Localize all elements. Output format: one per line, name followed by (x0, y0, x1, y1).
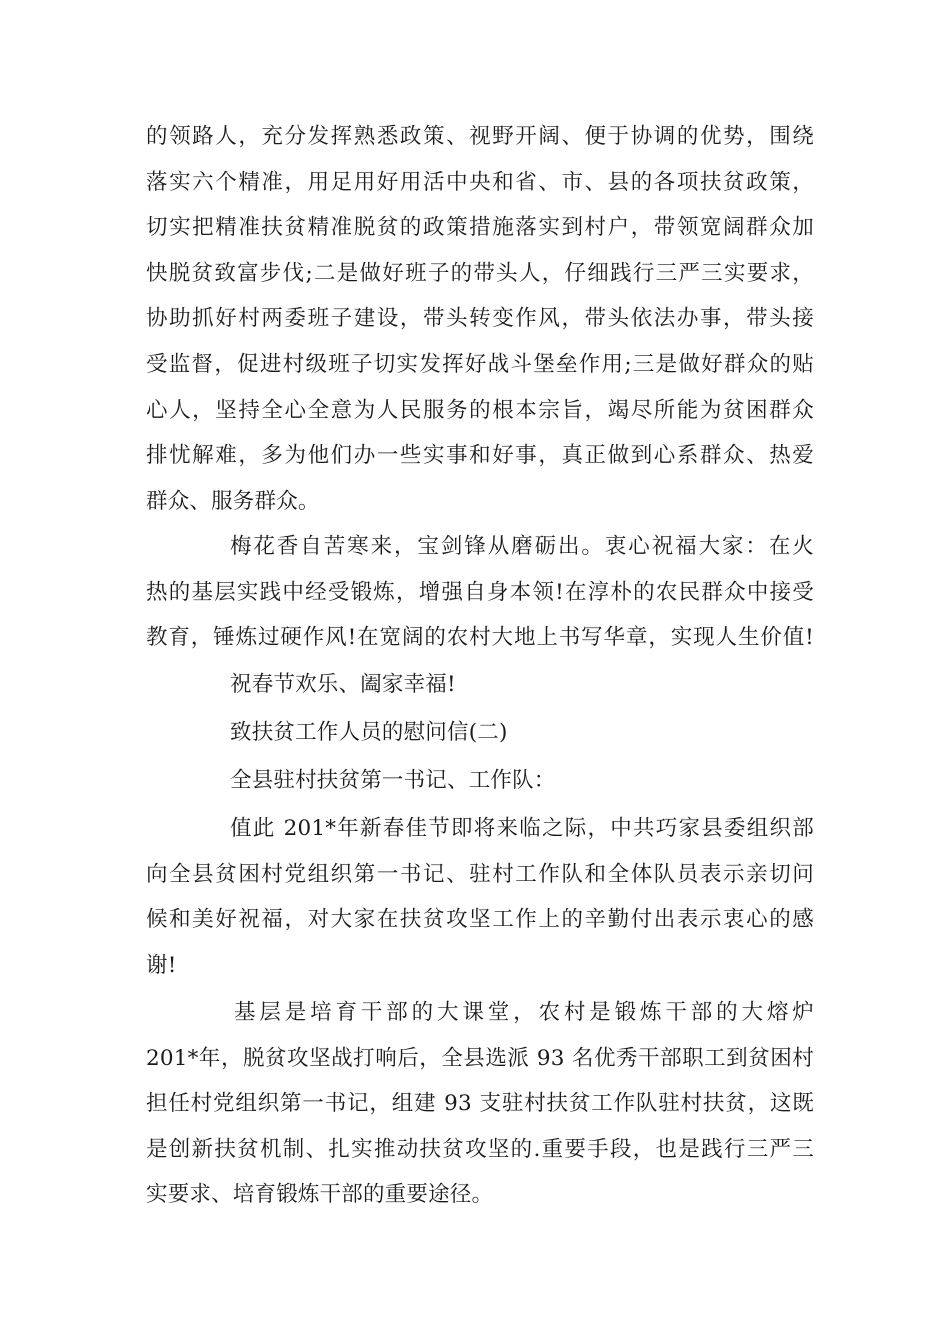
text-line: 教育，锤炼过硬作风!在宽阔的农村大地上书写华章，实现人生价值! (146, 625, 814, 651)
text-line: 排忧解难，多为他们办一些实事和好事，真正做到心系群众、热爱 (146, 443, 814, 469)
paragraph-greetings (146, 806, 814, 988)
text-line: 201*年，脱贫攻坚战打响后，全县选派 93 名优秀干部职工到贫困村 (146, 1045, 814, 1071)
salutation-line: 全县驻村扶贫第一书记、工作队： (230, 768, 556, 793)
text-line: 热的基层实践中经受锻炼，增强自身本领!在淳朴的农民群众中接受 (146, 579, 814, 605)
text-line: 心人，坚持全心全意为人民服务的根本宗旨，竭尽所能为贫困群众 (146, 397, 814, 423)
greeting (146, 662, 814, 708)
text-line: 向全县贫困村党组织第一书记、驻村工作队和全体队员表示亲切问 (146, 861, 814, 887)
text-line: 实要求、培育锻炼干部的重要途径。 (146, 1182, 494, 1208)
letter-title (146, 710, 814, 756)
title-line: 致扶贫工作人员的慰问信(二) (230, 720, 508, 745)
text-line: 协助抓好村两委班子建设，带头转变作风，带头依法办事，带头接 (146, 306, 814, 332)
text-line: 担任村党组织第一书记，组建 93 支驻村扶贫工作队驻村扶贫，这既 (146, 1091, 814, 1117)
paragraph-grassroots (146, 990, 814, 1218)
salutation (146, 758, 814, 804)
text-line: 受监督，促进村级班子切实发挥好战斗堡垒作用;三是做好群众的贴 (146, 351, 814, 377)
text-line: 基层是培育干部的大课堂，农村是锻炼干部的大熔炉 (234, 1000, 814, 1025)
text-line: 值此 201*年新春佳节即将来临之际，中共巧家县委组织部 (230, 816, 814, 841)
text-line: 是创新扶贫机制、扎实推动扶贫攻坚的.重要手段，也是践行三严三 (146, 1136, 814, 1162)
text-line: 落实六个精准，用足用好用活中央和省、市、县的各项扶贫政策， (146, 169, 814, 195)
text-line: 群众、服务群众。 (146, 488, 320, 514)
paragraph-wishes (146, 524, 814, 661)
text-line: 候和美好祝福，对大家在扶贫攻坚工作上的辛勤付出表示衷心的感 (146, 907, 814, 933)
text-line: 梅花香自苦寒来，宝剑锋从磨砺出。衷心祝福大家：在火 (230, 534, 814, 559)
paragraph-leaders (146, 114, 814, 524)
text-line: 快脱贫致富步伐;二是做好班子的带头人，仔细践行三严三实要求， (146, 260, 814, 286)
text-line: 切实把精准扶贫精准脱贫的政策措施落实到村户，带领宽阔群众加 (146, 215, 814, 241)
greeting-line: 祝春节欢乐、阖家幸福! (230, 672, 456, 697)
text-line: 谢! (146, 952, 177, 978)
text-line: 的领路人，充分发挥熟悉政策、视野开阔、便于协调的优势，围绕 (146, 124, 814, 149)
